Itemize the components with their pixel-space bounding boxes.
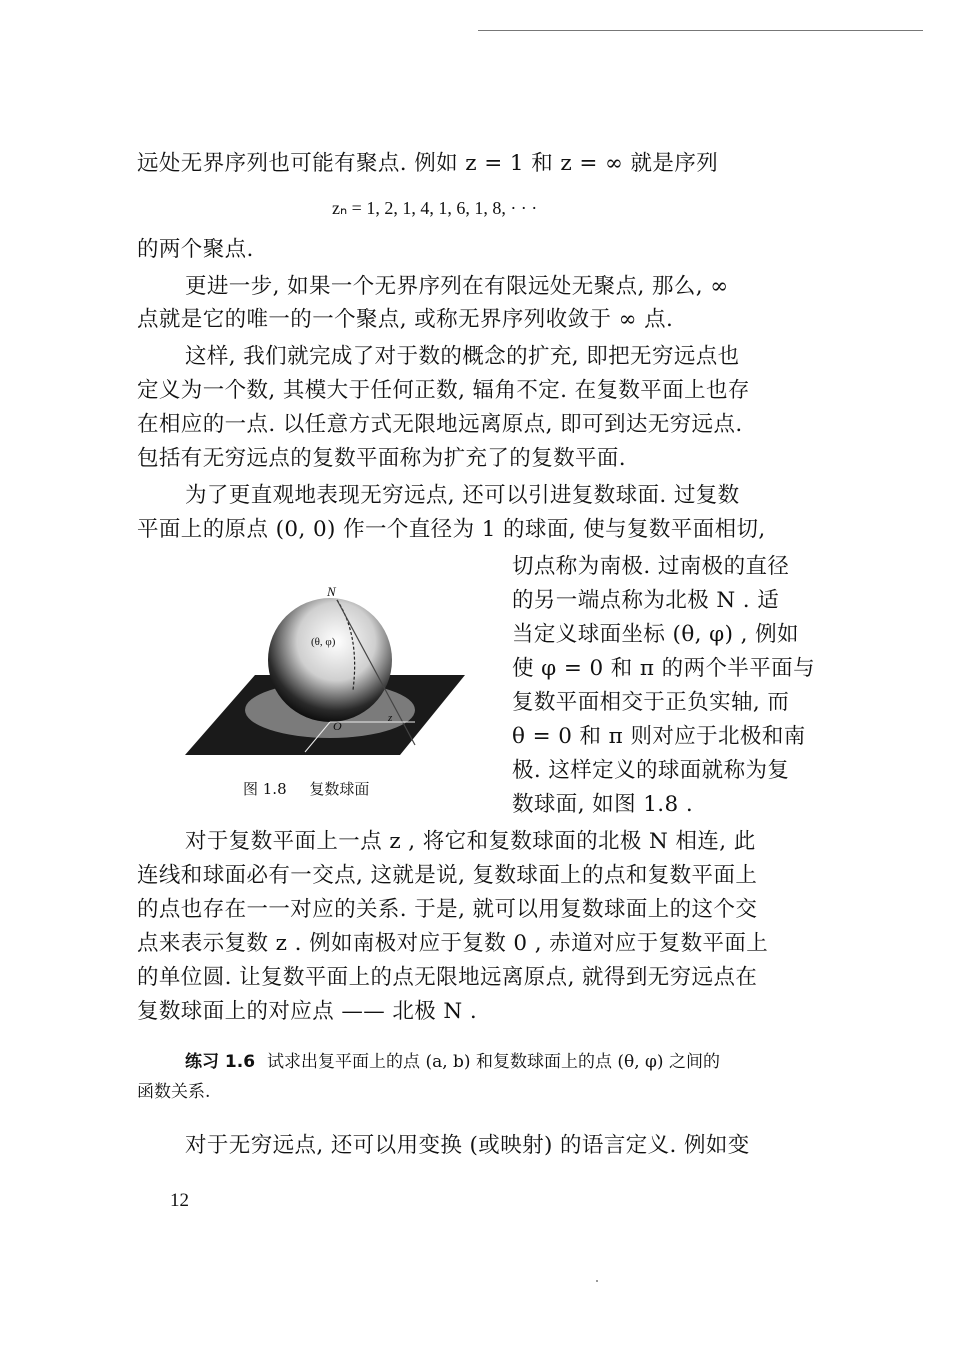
text-line-1: 远处无界序列也可能有聚点. 例如 z = 1 和 z = ∞ 就是序列 (137, 151, 719, 176)
exercise-text: 试求出复平面上的点 (a, b) 和复数球面上的点 (θ, φ) 之间的 (267, 1052, 720, 1072)
sequence-formula: zₙ = 1, 2, 1, 4, 1, 6, 1, 8, · · · (332, 198, 538, 218)
figure-caption (243, 778, 387, 799)
exercise-text-2: 函数关系. (137, 1082, 211, 1102)
text-line-3: 更进一步, 如果一个无界序列在有限远处无聚点, 那么, ∞ (185, 274, 729, 299)
sphere-coords-label: (θ, φ) (311, 636, 336, 648)
header-rule (478, 30, 923, 31)
text-line-12: 连线和球面必有一交点, 这就是说, 复数球面上的点和复数平面上 (137, 863, 758, 888)
north-pole-label: N (327, 584, 336, 599)
text-line-13: 的点也存在一一对应的关系. 于是, 就可以用复数球面上的这个交 (137, 897, 758, 922)
text-line-2: 的两个聚点. (137, 237, 254, 262)
right-line-5: 复数平面相交于正负实轴, 而 (512, 690, 790, 715)
right-line-7: 极. 这样定义的球面就称为复 (512, 758, 790, 783)
text-line-6: 定义为一个数, 其模大于任何正数, 辐角不定. 在复数平面上也存 (137, 378, 750, 403)
sphere-shape (268, 598, 392, 722)
right-line-2: 的另一端点称为北极 N . 适 (512, 588, 780, 613)
exercise (185, 1050, 720, 1074)
text-line-15: 的单位圆. 让复数平面上的点无限地远离原点, 就得到无穷远点在 (137, 965, 758, 990)
right-line-4: 使 φ = 0 和 π 的两个半平面与 (512, 656, 815, 681)
origin-label: O (333, 719, 342, 733)
text-line-9: 为了更直观地表现无穷远点, 还可以引进复数球面. 过复数 (185, 483, 740, 508)
right-line-1: 切点称为南极. 过南极的直径 (512, 554, 790, 579)
complex-sphere-figure (185, 580, 475, 780)
exercise-label: 练习 1.6 (185, 1052, 256, 1072)
figure-number: 图 1.8 (243, 780, 287, 798)
right-line-8: 数球面, 如图 1.8 . (512, 792, 694, 817)
text-line-10: 平面上的原点 (0, 0) 作一个直径为 1 的球面, 使与复数平面相切, (137, 517, 766, 542)
text-line-8: 包括有无穷远点的复数平面称为扩充了的复数平面. (137, 446, 627, 471)
scan-speck (596, 1280, 598, 1282)
text-line-17: 对于无穷远点, 还可以用变换 (或映射) 的语言定义. 例如变 (185, 1133, 750, 1158)
page-number: 12 (170, 1190, 189, 1211)
text-line-16: 复数球面上的对应点 —— 北极 N . (137, 999, 478, 1024)
text-line-14: 点来表示复数 z . 例如南极对应于复数 0 , 赤道对应于复数平面上 (137, 931, 769, 956)
figure-title: 复数球面 (309, 780, 370, 798)
text-line-5: 这样, 我们就完成了对于数的概念的扩充, 即把无穷远点也 (185, 344, 740, 369)
right-line-3: 当定义球面坐标 (θ, φ) , 例如 (512, 622, 799, 647)
text-line-4: 点就是它的唯一的一个聚点, 或称无界序列收敛于 ∞ 点. (137, 307, 674, 332)
point-z-label: z (388, 712, 393, 724)
right-line-6: θ = 0 和 π 则对应于北极和南 (512, 724, 806, 749)
text-line-11: 对于复数平面上一点 z , 将它和复数球面的北极 N 相连, 此 (185, 829, 756, 854)
text-line-7: 在相应的一点. 以任意方式无限地远离原点, 即可到达无穷远点. (137, 412, 743, 437)
